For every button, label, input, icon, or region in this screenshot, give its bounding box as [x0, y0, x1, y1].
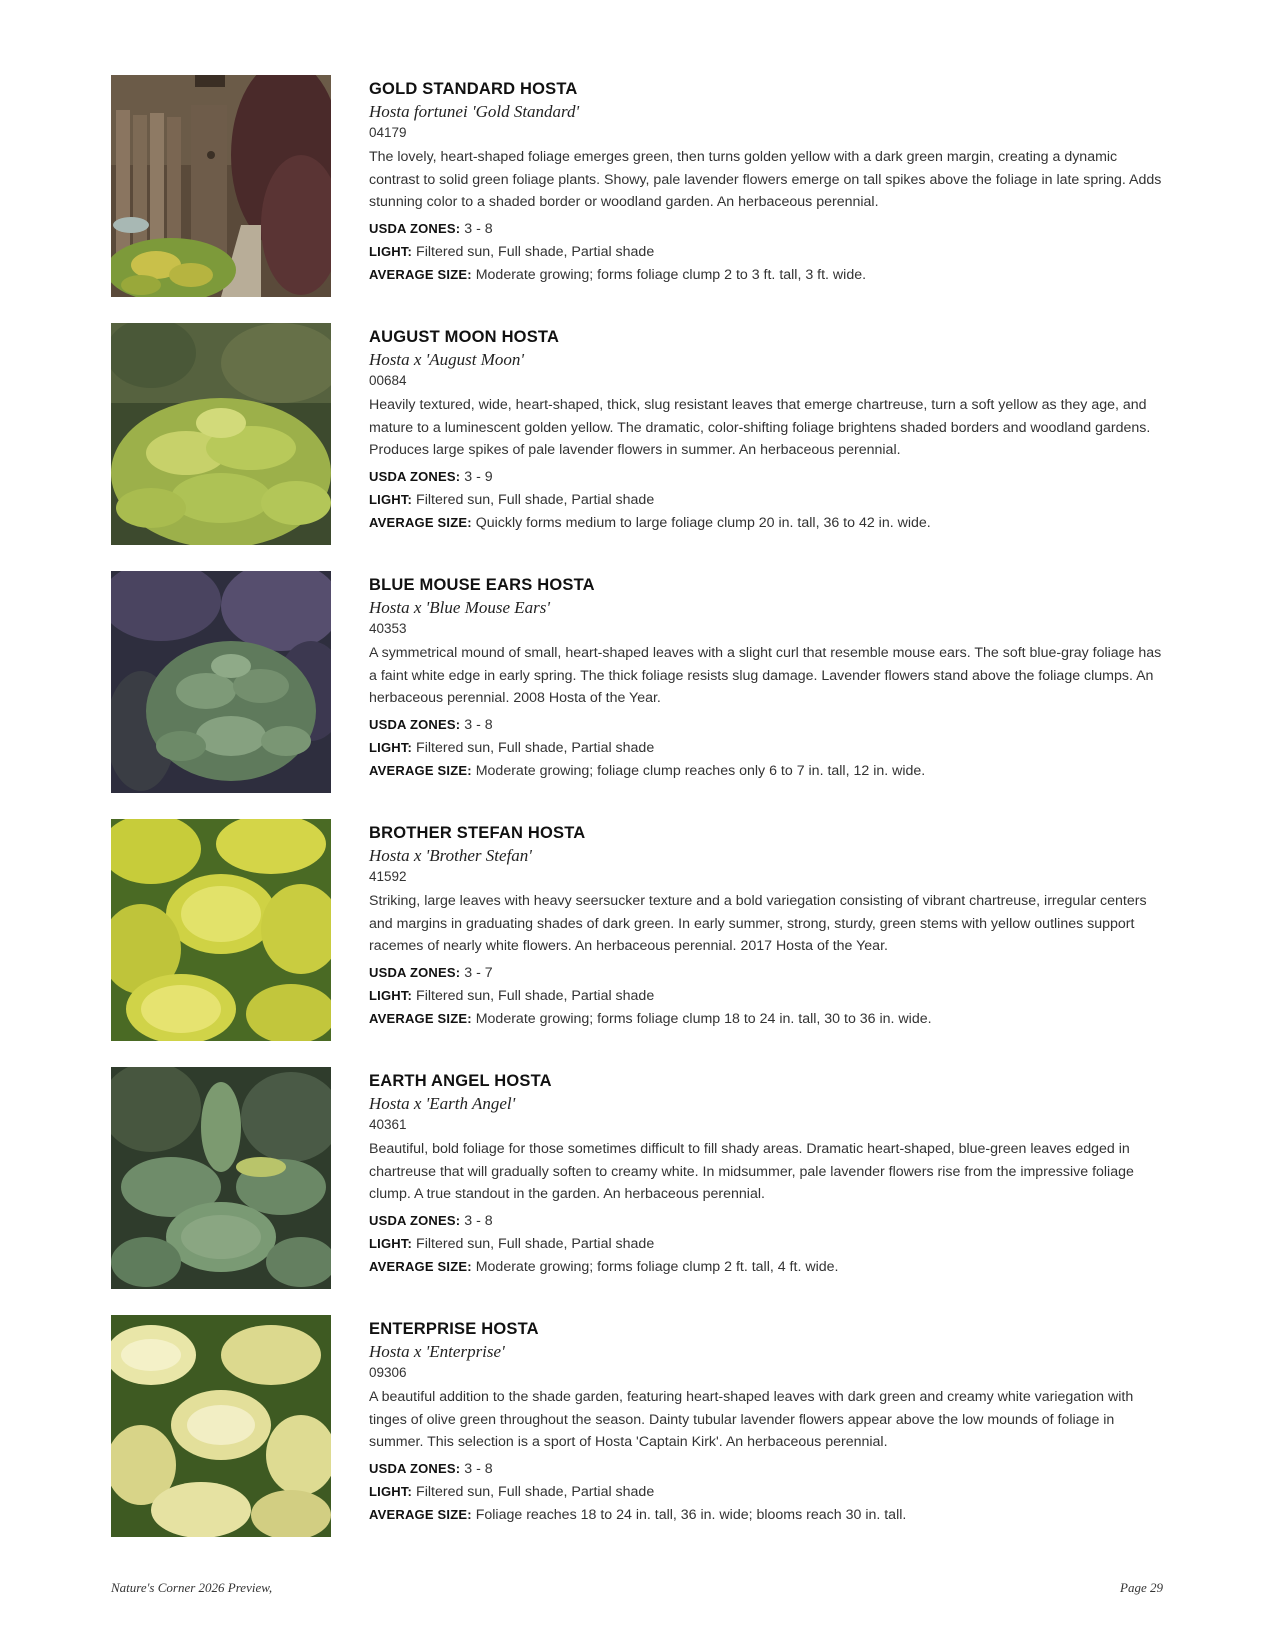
zones-label: USDA ZONES:	[369, 717, 461, 733]
product-photo-earth-angel	[111, 1067, 331, 1289]
zones-label: USDA ZONES:	[369, 965, 461, 981]
botanical-name: Hosta x 'Enterprise'	[369, 1342, 505, 1361]
botanical-name: Hosta x 'Earth Angel'	[369, 1094, 516, 1113]
botanical-name: Hosta x 'Blue Mouse Ears'	[369, 598, 551, 617]
product-description: Beautiful, bold foliage for those sometimes difficult to fill shady areas. Dramatic heart-shaped, blue-green leaves edged in chartreuse that will gradually soften to creamy white. In midsummer, pale lavender flowers rise from the impressive foliage clump. A true standout in the garden. An herbaceous perennial.	[369, 1141, 1134, 1203]
product-code: 09306	[369, 1365, 407, 1380]
product-photo-blue-mouse-ears	[111, 571, 331, 793]
product-entry	[111, 819, 1171, 1041]
product-name: GOLD STANDARD HOSTA	[369, 80, 578, 98]
size-row	[369, 264, 1169, 287]
light-value: Filtered sun, Full shade, Partial shade	[416, 243, 655, 260]
product-photo-enterprise	[111, 1315, 331, 1537]
size-value: Moderate growing; forms foliage clump 18 to 24 in. tall, 30 to 36 in. wide.	[475, 1010, 932, 1027]
zones-label: USDA ZONES:	[369, 1461, 461, 1477]
product-description: Striking, large leaves with heavy seersucker texture and a bold variegation consisting of vibrant chartreuse, irregular centers and margins in graduating shades of dark green. In early summer, strong, sturdy, green stems with yellow outlines support racemes of nearly white flowers. An herbaceous perennial. 2017 Hosta of the Year.	[369, 893, 1147, 955]
product-name: AUGUST MOON HOSTA	[369, 328, 560, 346]
light-row	[369, 1233, 1169, 1256]
light-label: LIGHT:	[369, 987, 413, 1003]
size-value: Quickly forms medium to large foliage clump 20 in. tall, 36 to 42 in. wide.	[475, 514, 931, 531]
zones-value: 3 - 8	[464, 221, 493, 238]
product-code: 40353	[369, 621, 407, 636]
size-row	[369, 1504, 1169, 1527]
zones-row	[369, 1458, 1169, 1481]
size-row	[369, 512, 1169, 535]
botanical-name: Hosta x 'August Moon'	[369, 350, 525, 369]
botanical-name: Hosta x 'Brother Stefan'	[369, 846, 532, 865]
light-value: Filtered sun, Full shade, Partial shade	[416, 739, 655, 756]
light-value: Filtered sun, Full shade, Partial shade	[416, 987, 655, 1004]
size-row	[369, 1008, 1169, 1031]
product-photo-august-moon	[111, 323, 331, 545]
product-entry	[111, 75, 1171, 297]
light-row	[369, 241, 1169, 264]
zones-row	[369, 466, 1169, 489]
product-name: ENTERPRISE HOSTA	[369, 1320, 539, 1338]
light-value: Filtered sun, Full shade, Partial shade	[416, 1235, 655, 1252]
size-label: AVERAGE SIZE:	[369, 266, 472, 282]
zones-label: USDA ZONES:	[369, 469, 461, 485]
product-entry	[111, 571, 1171, 793]
zones-row	[369, 218, 1169, 241]
botanical-name: Hosta fortunei 'Gold Standard'	[369, 102, 580, 121]
product-name: EARTH ANGEL HOSTA	[369, 1072, 552, 1090]
size-label: AVERAGE SIZE:	[369, 762, 472, 778]
size-label: AVERAGE SIZE:	[369, 514, 472, 530]
size-row	[369, 1256, 1169, 1279]
product-code: 00684	[369, 373, 407, 388]
light-label: LIGHT:	[369, 1483, 413, 1499]
product-description: The lovely, heart-shaped foliage emerges green, then turns golden yellow with a dark green margin, creating a dynamic contrast to solid green foliage plants. Showy, pale lavender flowers emerge on tall spikes above the foliage in late spring. Adds stunning color to a shaded border or woodland garden. An herbaceous perennial.	[369, 149, 1162, 211]
size-value: Moderate growing; forms foliage clump 2 to 3 ft. tall, 3 ft. wide.	[475, 266, 867, 283]
size-value: Moderate growing; foliage clump reaches only 6 to 7 in. tall, 12 in. wide.	[475, 762, 926, 779]
size-label: AVERAGE SIZE:	[369, 1506, 472, 1522]
zones-value: 3 - 7	[464, 965, 493, 982]
size-value: Moderate growing; forms foliage clump 2 ft. tall, 4 ft. wide.	[475, 1258, 839, 1275]
light-row	[369, 737, 1169, 760]
product-entry	[111, 1067, 1171, 1289]
zones-label: USDA ZONES:	[369, 1213, 461, 1229]
product-entry	[111, 1315, 1171, 1537]
product-description: A symmetrical mound of small, heart-shaped leaves with a slight curl that resemble mouse ears. The soft blue-gray foliage has a faint white edge in early spring. The thick foliage resists slug damage. Lavender flowers stand above the foliage clumps. An herbaceous perennial. 2008 Hosta of the Year.	[369, 645, 1162, 707]
product-photo-gold-standard	[111, 75, 331, 297]
light-label: LIGHT:	[369, 491, 413, 507]
zones-row	[369, 1210, 1169, 1233]
product-name: BLUE MOUSE EARS HOSTA	[369, 576, 595, 594]
size-value: Foliage reaches 18 to 24 in. tall, 36 in. wide; blooms reach 30 in. tall.	[475, 1506, 907, 1523]
footer-page-number: Page 29	[1120, 1580, 1163, 1595]
light-value: Filtered sun, Full shade, Partial shade	[416, 491, 655, 508]
product-description: Heavily textured, wide, heart-shaped, thick, slug resistant leaves that emerge chartreuse, turn a soft yellow as they age, and mature to a luminescent golden yellow. The dramatic, color-shifting foliage brightens shaded borders and woodland gardens. Produces large spikes of pale lavender flowers in summer. An herbaceous perennial.	[369, 397, 1151, 459]
light-row	[369, 985, 1169, 1008]
zones-value: 3 - 8	[464, 717, 493, 734]
light-row	[369, 1481, 1169, 1504]
zones-label: USDA ZONES:	[369, 221, 461, 237]
size-label: AVERAGE SIZE:	[369, 1010, 472, 1026]
product-entry	[111, 323, 1171, 545]
product-description: A beautiful addition to the shade garden, featuring heart-shaped leaves with dark green and creamy white variegation with tinges of olive green throughout the season. Dainty tubular lavender flowers appear above the low mounds of foliage in summer. This selection is a sport of Hosta 'Captain Kirk'. An herbaceous perennial.	[369, 1389, 1134, 1451]
zones-row	[369, 714, 1169, 737]
product-code: 40361	[369, 1117, 407, 1132]
size-label: AVERAGE SIZE:	[369, 1258, 472, 1274]
footer-catalog-title: Nature's Corner 2026 Preview,	[111, 1580, 273, 1595]
product-photo-brother-stefan	[111, 819, 331, 1041]
product-code: 41592	[369, 869, 407, 884]
zones-value: 3 - 8	[464, 1461, 493, 1478]
zones-value: 3 - 9	[464, 469, 493, 486]
light-label: LIGHT:	[369, 243, 413, 259]
size-row	[369, 760, 1169, 783]
light-value: Filtered sun, Full shade, Partial shade	[416, 1483, 655, 1500]
light-label: LIGHT:	[369, 1235, 413, 1251]
zones-row	[369, 962, 1169, 985]
product-code: 04179	[369, 125, 407, 140]
zones-value: 3 - 8	[464, 1213, 493, 1230]
light-row	[369, 489, 1169, 512]
product-name: BROTHER STEFAN HOSTA	[369, 824, 586, 842]
light-label: LIGHT:	[369, 739, 413, 755]
